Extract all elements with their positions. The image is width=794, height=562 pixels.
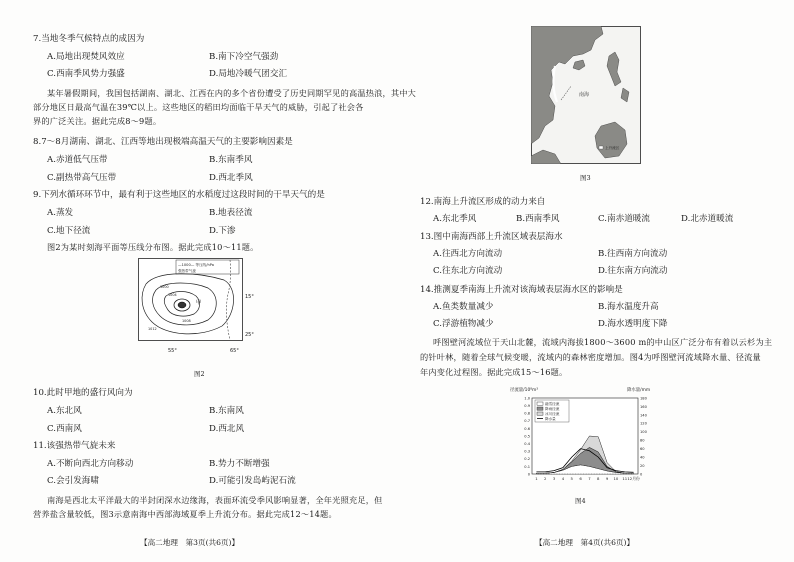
fig4-y2-tick: 60 (640, 447, 645, 452)
q14-option-d[interactable]: D.海水透明度下降 (598, 319, 668, 329)
fig4-legend-swatch (537, 402, 543, 405)
figure-3-south-china-sea-map (531, 26, 641, 164)
fig4-y-tick: 1.0 (524, 396, 530, 401)
passage-8-9-line3: 界的广泛关注。据此完成8～9题。 (33, 116, 162, 126)
fig4-y2-tick: 20 (640, 463, 645, 468)
fig4-y-tick: 0 (527, 472, 530, 477)
fig4-legend-label: 降雨径流 (545, 406, 560, 411)
q12-option-b[interactable]: B.西南季风 (516, 214, 560, 224)
q8-option-d[interactable]: D.西北季风 (209, 173, 253, 183)
q12-option-a[interactable]: A.东北季风 (433, 214, 477, 224)
q10-option-a[interactable]: A.东北风 (47, 406, 82, 416)
q13-option-d[interactable]: D.往东南方向流动 (598, 266, 668, 276)
fig4-legend-label: 冰川径流 (545, 411, 560, 416)
fig2-caption: 图2 (194, 370, 205, 378)
fig4-x-tick: 4 (561, 476, 565, 481)
fig4-y2-tick: 100 (640, 430, 647, 435)
fig4-y-tick: 0.1 (524, 464, 530, 469)
passage-15-16-line2: 的针叶林，随着全球气候变暖，流域内的森林密度增加。图4为呼图壁河流域降水量、径流量 (420, 352, 761, 362)
passage-8-9-line2: 部分地区日最高气温在39℃以上。这些地区的稻田均面临干旱天气的威胁，引起了社会各 (33, 102, 364, 112)
q13-option-b[interactable]: B.往西南方向流动 (598, 249, 668, 259)
fig4-y2-label: 降水量/mm (627, 388, 651, 393)
right-page-footer: 【高二地理 第4页(共6页)】 (535, 538, 635, 547)
fig4-y-tick: 0.6 (524, 426, 530, 431)
q7-stem: 7.当地冬季气候特点的成因为 (33, 34, 145, 44)
q7-option-a[interactable]: A.局地出现焚风效应 (47, 52, 125, 62)
fig4-y-tick: 0.3 (524, 449, 530, 454)
q13-option-a[interactable]: A.往西北方向流动 (433, 249, 503, 259)
q12-option-d[interactable]: D.北赤道暖流 (681, 214, 734, 224)
q8-option-a[interactable]: A.赤道低气压带 (47, 155, 108, 165)
fig4-legend-swatch (537, 412, 543, 415)
q14-option-c[interactable]: C.浮游植物减少 (433, 319, 494, 329)
q8-option-b[interactable]: B.东南季风 (209, 155, 253, 165)
fig4-y-tick: 0.9 (524, 404, 530, 408)
q10-option-c[interactable]: C.西南风 (47, 424, 82, 434)
fig4-x-tick: 10 (613, 476, 619, 481)
figure-2-isobar-map (138, 258, 262, 358)
fig2-isobar-1000: 1000 (160, 285, 169, 289)
q10-stem: 10.此时甲地的盛行风向为 (33, 388, 133, 398)
fig2-point-jia: 甲 (196, 300, 202, 306)
q7-option-d[interactable]: D.局地冷暖气团交汇 (209, 69, 288, 79)
q12-option-c[interactable]: C.南赤道暖流 (598, 214, 650, 224)
fig4-y2-tick: 0 (640, 472, 643, 477)
fig2-lon-65: 65° (230, 348, 239, 354)
fig2-lat-15: 15° (245, 294, 254, 300)
fig4-x-tick: 11 (622, 476, 628, 481)
fig2-lat-25: 25° (245, 332, 254, 338)
fig4-y2-tick: 140 (640, 413, 647, 418)
fig2-lon-55: 55° (168, 348, 177, 354)
q11-option-c[interactable]: C.会引发海啸 (47, 476, 99, 486)
fig4-y-tick: 0.7 (524, 419, 530, 424)
q11-option-d[interactable]: D.可能引发岛屿泥石流 (209, 476, 296, 486)
fig3-caption: 图3 (580, 174, 591, 182)
passage-15-16-line3: 年内变化过程图。据此完成15～16题。 (420, 367, 568, 377)
passage-12-14-line1: 南海是西北太平洋最大的半封闭深水边缘海，表面环流受季风影响显著，全年光照充足，但 (47, 495, 383, 505)
q13-stem: 13.图中南海西部上升流区域表层海水 (420, 232, 563, 242)
fig4-x-tick: 8 (597, 476, 600, 481)
q7-option-b[interactable]: B.南下冷空气强劲 (209, 52, 279, 62)
fig4-legend-label: 降水量 (545, 416, 556, 421)
fig4-y-label: 径流量/10⁸m³ (510, 388, 539, 393)
q9-option-c[interactable]: C.地下径流 (47, 226, 91, 236)
fig4-y-tick: 0.4 (524, 442, 530, 446)
fig4-x-tick: 9 (605, 476, 609, 481)
passage-12-14-line2: 营养盐含量较低，图3示意南海中西部海域夏季上升流分布。据此完成12～14题。 (33, 509, 337, 519)
q11-option-a[interactable]: A.不断向西北方向移动 (47, 459, 134, 469)
fig4-x-tick: 12月份 (627, 476, 640, 481)
fig4-y2-tick: 40 (640, 455, 645, 460)
q8-option-c[interactable]: C.副热带高气压带 (47, 173, 117, 183)
fig4-y-tick: 0.5 (524, 434, 530, 439)
fig2-isobar-1004: 1004 (168, 293, 177, 297)
fig3-legend: 上升流区 (605, 146, 620, 150)
q7-option-c[interactable]: C.西南季风势力强盛 (47, 69, 125, 79)
fig4-x-tick: 1 (535, 476, 538, 481)
fig4-y2-tick: 80 (640, 438, 645, 443)
left-page-footer: 【高二地理 第3页(共6页)】 (140, 538, 240, 547)
q14-stem: 14.推测夏季南海上升流对该海域表层海水区的影响是 (420, 285, 623, 295)
q9-option-d[interactable]: D.下渗 (209, 226, 236, 236)
q14-option-b[interactable]: B.海水温度升高 (598, 302, 659, 312)
fig4-x-tick: 5 (570, 476, 573, 481)
fig4-y-tick: 0.2 (524, 457, 530, 462)
fig2-legend-cyclone: 强热带气旋 (178, 269, 196, 273)
q10-option-b[interactable]: B.东南风 (209, 406, 244, 416)
q12-stem: 12.南海上升流区形成的动力来自 (420, 197, 546, 207)
fig4-caption: 图4 (575, 497, 586, 505)
fig3-sea-label: 南海 (579, 92, 590, 98)
q14-option-a[interactable]: A.鱼类数量减少 (433, 302, 494, 312)
q11-option-b[interactable]: B.势力不断增强 (209, 459, 270, 469)
q9-option-b[interactable]: B.地表径流 (209, 208, 253, 218)
fig4-legend-swatch (537, 407, 543, 410)
q9-stem: 9.下列水循环环节中，最有利于这些地区的水稻度过这段时间的干旱天气的是 (33, 190, 325, 200)
fig2-isobar-1008: 1008 (182, 319, 191, 323)
fig4-y-tick: 0.8 (524, 411, 530, 416)
figure-4-runoff-precipitation-chart (510, 384, 660, 492)
q13-option-c[interactable]: C.往东北方向流动 (433, 266, 503, 276)
fig4-legend-label: 融雪径流 (545, 401, 560, 406)
fig4-x-tick: 2 (544, 476, 547, 481)
q11-stem: 11.该强热带气旋未来 (33, 441, 116, 451)
fig4-x-tick: 6 (579, 476, 582, 481)
fig4-y2-tick: 120 (640, 421, 647, 426)
passage-8-9-line1: 某年暑假期间，我国包括湖南、湖北、江西在内的多个省份遭受了历史同期罕见的高温热浪，其中大 (47, 88, 417, 98)
passage-10-11: 图2为某时刻海平面等压线分布图。据此完成10～11题。 (47, 242, 259, 252)
fig4-x-tick: 7 (588, 476, 591, 481)
passage-15-16-line1: 呼图壁河流域位于天山北麓，流域内海拔1800～3600 m的中山区广泛分布有着以云杉为主 (433, 337, 773, 347)
fig2-isobar-1012: 1012 (148, 327, 157, 331)
q9-option-a[interactable]: A.蒸发 (47, 208, 74, 218)
fig4-y2-tick: 180 (640, 396, 647, 401)
q8-stem: 8.7～8月湖南、湖北、江西等地出现极端高温天气的主要影响因素是 (33, 137, 293, 147)
fig2-legend-isobar: —1000— 等压线/hPa (178, 263, 214, 267)
fig4-y2-tick: 160 (640, 404, 647, 409)
q10-option-d[interactable]: D.西北风 (209, 424, 245, 434)
fig4-x-tick: 3 (552, 476, 556, 481)
